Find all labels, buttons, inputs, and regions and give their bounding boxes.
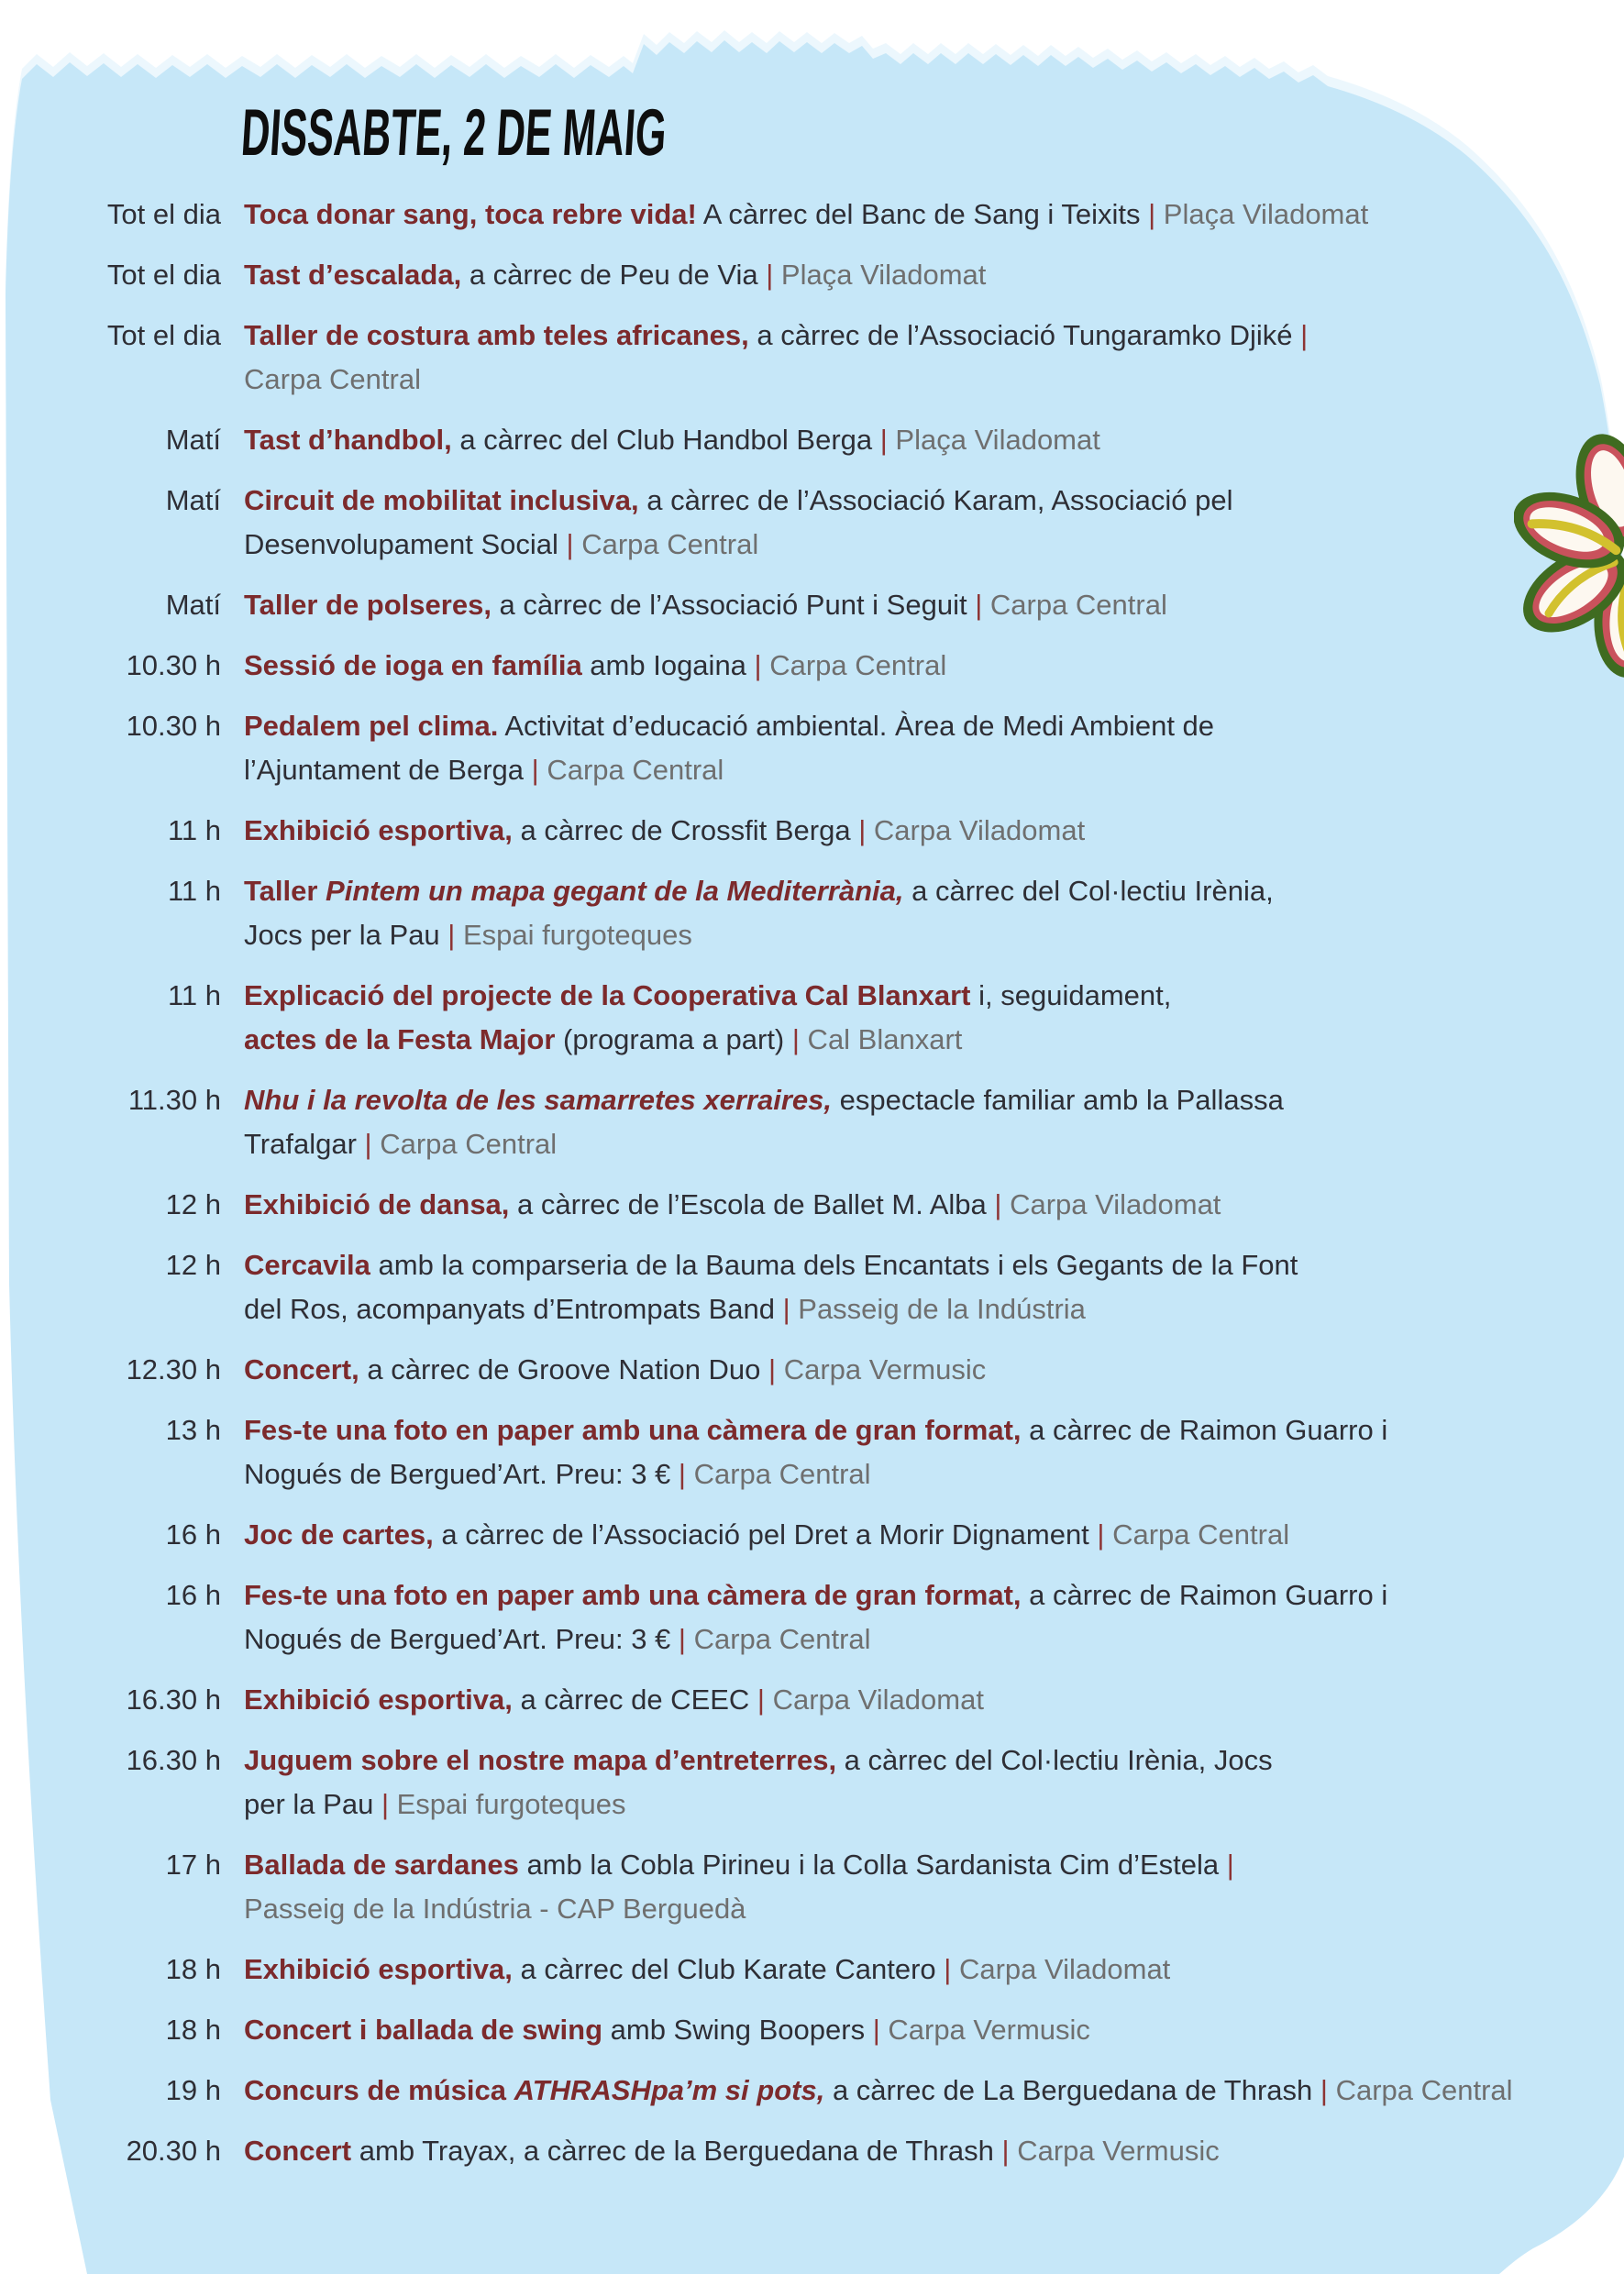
event-location: Carpa Viladomat	[866, 814, 1086, 846]
event-row	[0, 2008, 1596, 2052]
event-row	[0, 1843, 1596, 1931]
event-location: Carpa Vermusic	[879, 2014, 1090, 2046]
event-text: Nogués de Bergued’Art. Preu: 3 €	[244, 1458, 679, 1490]
event-title: Circuit de mobilitat inclusiva,	[244, 484, 639, 516]
event-text: Nogués de Bergued’Art. Preu: 3 €	[244, 1623, 679, 1655]
event-description	[244, 1078, 1583, 1166]
event-title: Tast d’escalada,	[244, 259, 462, 291]
event-title: Concert	[244, 2135, 352, 2167]
event-title: ATHRASHpa’m si pots,	[514, 2074, 825, 2106]
event-description	[244, 1348, 1583, 1392]
event-title: actes de la Festa Major	[244, 1023, 556, 1055]
event-description	[244, 1739, 1583, 1827]
location-separator: |	[754, 649, 762, 681]
event-row	[0, 974, 1596, 1062]
event-time: 13 h	[165, 1414, 221, 1446]
event-row	[0, 314, 1596, 402]
event-location: Passeig de la Indústria - CAP Berguedà	[244, 1893, 746, 1925]
event-title: Exhibició esportiva,	[244, 1953, 513, 1985]
event-location: Carpa Central	[685, 1623, 871, 1655]
event-description	[244, 809, 1583, 853]
event-time: 12.30 h	[126, 1353, 221, 1385]
event-description	[244, 418, 1583, 462]
event-description	[244, 2008, 1583, 2052]
location-separator: |	[791, 1023, 800, 1055]
event-text: a càrrec de l’Escola de Ballet M. Alba	[509, 1188, 995, 1220]
event-row	[0, 193, 1596, 237]
event-description	[244, 1513, 1583, 1557]
event-row	[0, 2069, 1596, 2113]
event-time: 20.30 h	[126, 2135, 221, 2167]
event-location: Carpa Viladomat	[951, 1953, 1171, 1985]
event-row	[0, 583, 1596, 627]
event-location: Espai furgoteques	[389, 1788, 626, 1820]
event-title: Cercavila	[244, 1249, 370, 1281]
location-separator: |	[879, 424, 888, 456]
event-title: Exhibició de dansa,	[244, 1188, 510, 1220]
event-description	[244, 253, 1583, 297]
event-location: Plaça Viladomat	[1155, 198, 1369, 230]
event-title: Nhu i la revolta de les samarretes xerraires,	[244, 1084, 833, 1116]
event-time: 11.30 h	[127, 1084, 221, 1116]
event-description	[244, 193, 1583, 237]
events-list	[0, 193, 1596, 2190]
location-separator: |	[994, 1188, 1002, 1220]
event-location: Carpa Vermusic	[776, 1353, 987, 1385]
location-separator: |	[678, 1458, 686, 1490]
event-title: Explicació del projecte de la Cooperativa Cal Blanxart	[244, 979, 971, 1011]
event-description	[244, 1843, 1583, 1931]
event-row	[0, 809, 1596, 853]
event-text: amb Iogaina	[581, 649, 755, 681]
event-location: Plaça Viladomat	[887, 424, 1100, 456]
event-location: Carpa Central	[761, 649, 947, 681]
event-time: Tot el dia	[106, 198, 221, 230]
event-text: a càrrec del Club Karate Cantero	[512, 1953, 945, 1985]
event-description	[244, 704, 1583, 792]
event-description	[244, 2069, 1583, 2113]
event-location: Carpa Vermusic	[1009, 2135, 1220, 2167]
location-separator: |	[1226, 1849, 1234, 1881]
event-text: a càrrec de Raimon Guarro i	[1021, 1414, 1388, 1446]
event-title: Taller	[244, 875, 326, 907]
event-location: Plaça Viladomat	[773, 259, 987, 291]
event-location: Carpa Central	[538, 754, 724, 786]
location-separator: |	[766, 259, 774, 291]
event-title: Sessió de ioga en família	[244, 649, 582, 681]
event-description	[244, 314, 1583, 402]
event-text: Jocs per la Pau	[244, 919, 448, 951]
event-row	[0, 1948, 1596, 1992]
event-text: a càrrec del Col·lectiu Irènia,	[903, 875, 1274, 907]
event-title: Juguem sobre el nostre mapa d’entreterres,	[244, 1744, 837, 1776]
event-text: a càrrec del Col·lectiu Irènia, Jocs	[836, 1744, 1273, 1776]
event-time: Tot el dia	[106, 319, 221, 351]
event-title: Exhibició esportiva,	[244, 814, 513, 846]
event-text: amb Swing Boopers	[602, 2014, 873, 2046]
event-time: 19 h	[165, 2074, 221, 2106]
event-text: Activitat d’educació ambiental. Àrea de Medi Ambient de	[498, 710, 1215, 742]
event-location: Cal Blanxart	[799, 1023, 963, 1055]
event-description	[244, 974, 1583, 1062]
location-separator: |	[858, 814, 867, 846]
event-row	[0, 1078, 1596, 1166]
event-row	[0, 418, 1596, 462]
event-row	[0, 1408, 1596, 1496]
location-separator: |	[768, 1353, 777, 1385]
event-row	[0, 1573, 1596, 1661]
event-time: Matí	[165, 424, 221, 456]
event-description	[244, 2129, 1583, 2173]
event-row	[0, 479, 1596, 567]
event-time: 16.30 h	[126, 1744, 221, 1776]
location-separator: |	[381, 1788, 389, 1820]
event-location: Carpa Central	[244, 363, 421, 395]
location-separator: |	[1300, 319, 1309, 351]
event-text: amb la Cobla Pirineu i la Colla Sardanista Cim d’Estela	[518, 1849, 1227, 1881]
event-text: a càrrec de Peu de Via	[461, 259, 767, 291]
event-text: amb Trayax, a càrrec de la Berguedana de Thrash	[351, 2135, 1002, 2167]
event-time: 11 h	[167, 814, 221, 846]
location-separator: |	[872, 2014, 880, 2046]
event-text: (programa a part)	[555, 1023, 792, 1055]
event-time: 10.30 h	[126, 649, 221, 681]
location-separator: |	[1001, 2135, 1010, 2167]
location-separator: |	[1097, 1518, 1105, 1551]
event-time: 11 h	[167, 875, 221, 907]
location-separator: |	[1148, 198, 1156, 230]
event-row	[0, 1739, 1596, 1827]
event-text: l’Ajuntament de Berga	[244, 754, 532, 786]
event-location: Carpa Central	[982, 589, 1167, 621]
location-separator: |	[566, 528, 574, 560]
event-row	[0, 1513, 1596, 1557]
event-location: Carpa Central	[573, 528, 759, 560]
event-time: 10.30 h	[126, 710, 221, 742]
event-title: Toca donar sang, toca rebre vida!	[244, 198, 697, 230]
event-row	[0, 704, 1596, 792]
event-row	[0, 1678, 1596, 1722]
location-separator: |	[1320, 2074, 1328, 2106]
location-separator: |	[975, 589, 983, 621]
location-separator: |	[944, 1953, 952, 1985]
location-separator: |	[364, 1128, 372, 1160]
event-text: espectacle familiar amb la Pallassa	[832, 1084, 1284, 1116]
event-description	[244, 1243, 1583, 1331]
event-location: Carpa Central	[371, 1128, 558, 1160]
event-time: 16 h	[165, 1579, 221, 1611]
event-row	[0, 869, 1596, 957]
event-description	[244, 869, 1583, 957]
event-text: i, seguidament,	[970, 979, 1172, 1011]
event-time: 16 h	[165, 1518, 221, 1551]
event-text: del Ros, acompanyats d’Entrompats Band	[244, 1293, 783, 1325]
event-description	[244, 1183, 1583, 1227]
event-description	[244, 583, 1583, 627]
location-separator: |	[678, 1623, 686, 1655]
event-row	[0, 1183, 1596, 1227]
event-time: 12 h	[165, 1249, 221, 1281]
event-text: a càrrec de l’Associació pel Dret a Morir Dignament	[433, 1518, 1098, 1551]
event-time: Tot el dia	[106, 259, 221, 291]
event-text: amb la comparseria de la Bauma dels Encantats i els Gegants de la Font	[370, 1249, 1298, 1281]
event-time: 16.30 h	[126, 1683, 221, 1716]
event-text: a càrrec de CEEC	[512, 1683, 757, 1716]
event-title: Pintem un mapa gegant de la Mediterrània,	[326, 875, 904, 907]
event-row	[0, 1348, 1596, 1392]
event-title: Concert,	[244, 1353, 359, 1385]
event-title: Taller de costura amb teles africanes,	[244, 319, 749, 351]
event-time: 11 h	[167, 979, 221, 1011]
event-text: a càrrec de La Berguedana de Thrash	[824, 2074, 1320, 2106]
event-text: a càrrec de l’Associació Punt i Seguit	[491, 589, 976, 621]
event-title: Taller de polseres,	[244, 589, 492, 621]
event-row	[0, 2129, 1596, 2173]
event-description	[244, 1948, 1583, 1992]
event-location: Passeig de la Indústria	[790, 1293, 1086, 1325]
event-location: Carpa Central	[1104, 1518, 1290, 1551]
event-title: Concert i ballada de swing	[244, 2014, 603, 2046]
event-text: a càrrec de Crossfit Berga	[512, 814, 859, 846]
event-text: A càrrec del Banc de Sang i Teixits	[696, 198, 1149, 230]
event-text: Trafalgar	[244, 1128, 365, 1160]
event-text: a càrrec de Raimon Guarro i	[1021, 1579, 1388, 1611]
event-time: Matí	[165, 589, 221, 621]
event-time: Matí	[165, 484, 221, 516]
event-row	[0, 253, 1596, 297]
event-title: Concurs de música	[244, 2074, 514, 2106]
event-location: Carpa Viladomat	[764, 1683, 984, 1716]
event-text: a càrrec de l’Associació Karam, Associació pel	[638, 484, 1233, 516]
event-time: 12 h	[165, 1188, 221, 1220]
location-separator: |	[447, 919, 456, 951]
event-row	[0, 644, 1596, 688]
event-text: a càrrec de Groove Nation Duo	[359, 1353, 769, 1385]
event-title: Exhibició esportiva,	[244, 1683, 513, 1716]
event-time: 17 h	[165, 1849, 221, 1881]
event-time: 18 h	[165, 1953, 221, 1985]
event-time: 18 h	[165, 2014, 221, 2046]
location-separator: |	[531, 754, 539, 786]
event-text: a càrrec de l’Associació Tungaramko Djiké	[748, 319, 1301, 351]
event-text: per la Pau	[244, 1788, 381, 1820]
event-location: Carpa Central	[1327, 2074, 1513, 2106]
event-text: Desenvolupament Social	[244, 528, 567, 560]
event-title: Ballada de sardanes	[244, 1849, 519, 1881]
event-description	[244, 644, 1583, 688]
event-location: Espai furgoteques	[455, 919, 692, 951]
event-title: Pedalem pel clima.	[244, 710, 499, 742]
event-description	[244, 479, 1583, 567]
event-location: Carpa Viladomat	[1001, 1188, 1221, 1220]
event-row	[0, 1243, 1596, 1331]
event-description	[244, 1573, 1583, 1661]
event-title: Joc de cartes,	[244, 1518, 434, 1551]
event-location: Carpa Central	[685, 1458, 871, 1490]
event-description	[244, 1408, 1583, 1496]
event-title: Fes-te una foto en paper amb una càmera de gran format,	[244, 1579, 1022, 1611]
event-title: Fes-te una foto en paper amb una càmera de gran format,	[244, 1414, 1022, 1446]
event-description	[244, 1678, 1583, 1722]
location-separator: |	[757, 1683, 765, 1716]
event-text: a càrrec del Club Handbol Berga	[451, 424, 880, 456]
location-separator: |	[782, 1293, 790, 1325]
page-title: DISSABTE, 2 DE MAIG	[238, 96, 669, 170]
event-title: Tast d’handbol,	[244, 424, 452, 456]
